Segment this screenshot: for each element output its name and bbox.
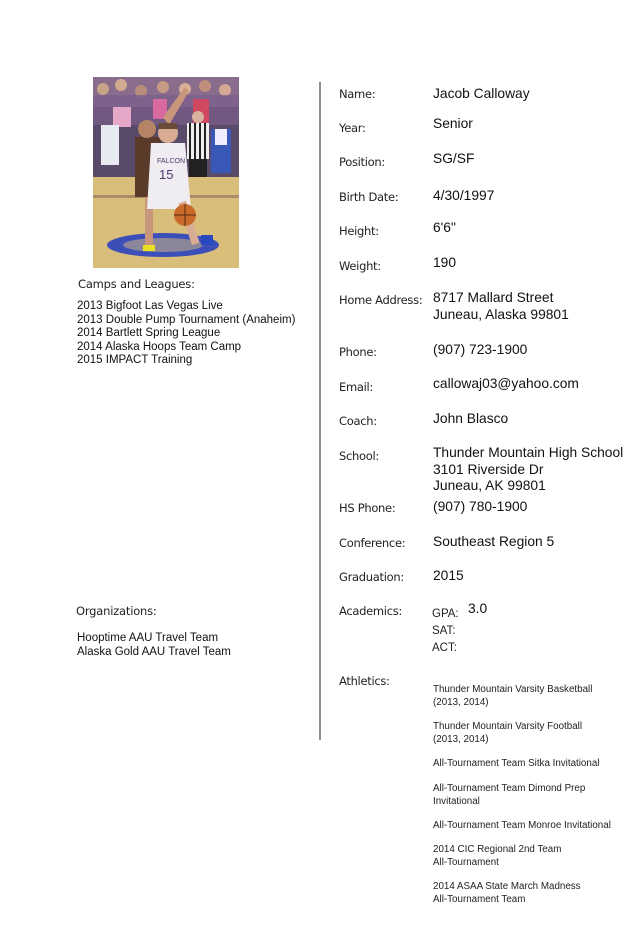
year-label: Year: <box>339 121 366 135</box>
school-line1: Thunder Mountain High School <box>433 445 624 460</box>
birth-date-label: Birth Date: <box>339 190 399 204</box>
hs-phone-value: (907) 780-1900 <box>433 499 528 514</box>
home-address-value <box>433 290 569 323</box>
coach-label: Coach: <box>339 414 377 428</box>
athletics-item: Thunder Mountain Varsity Basketball (2013, 2014) <box>433 684 593 708</box>
email-value[interactable]: callowaj03@yahoo.com <box>433 376 579 391</box>
graduation-label: Graduation: <box>339 570 404 584</box>
phone-label: Phone: <box>339 345 377 359</box>
school-line2: 3101 Riverside Dr <box>433 461 544 477</box>
list-item: Hooptime AAU Travel Team <box>77 632 219 644</box>
year-value: Senior <box>433 116 473 131</box>
svg-text:15: 15 <box>159 167 174 182</box>
weight-label: Weight: <box>339 259 381 273</box>
hs-phone-label: HS Phone: <box>339 501 396 515</box>
list-item: Alaska Gold AAU Travel Team <box>77 645 231 658</box>
athletics-item: Thunder Mountain Varsity Football (2013, 2014) <box>433 721 583 745</box>
height-label: Height: <box>339 224 379 238</box>
position-label: Position: <box>339 155 385 169</box>
academics-block <box>432 601 488 655</box>
email-label: Email: <box>339 380 373 394</box>
player-photo <box>93 77 239 268</box>
list-item: 2015 IMPACT Training <box>77 354 193 367</box>
list-item: 2014 Alaska Hoops Team Camp <box>77 340 242 353</box>
gpa-label: GPA: <box>432 608 459 620</box>
home-address-label: Home Address: <box>339 293 423 307</box>
column-divider <box>319 82 321 740</box>
athletics-item: All-Tournament Team Monroe Invitational <box>433 820 611 831</box>
svg-text:FALCON: FALCON <box>157 158 186 165</box>
school-value <box>433 445 623 495</box>
school-line3: Juneau, AK 99801 <box>433 478 546 493</box>
list-item: 2013 Double Pump Tournament (Anaheim) <box>77 313 296 326</box>
camps-list <box>77 300 295 368</box>
home-address-line2: Juneau, Alaska 99801 <box>433 306 569 322</box>
name-value: Jacob Calloway <box>433 86 530 101</box>
school-label: School: <box>339 449 379 463</box>
camps-heading: Camps and Leagues: <box>78 277 195 291</box>
graduation-value: 2015 <box>433 568 464 583</box>
list-item: 2013 Bigfoot Las Vegas Live <box>77 300 223 312</box>
phone-value: (907) 723-1900 <box>433 342 528 357</box>
athletics-item: 2014 CIC Regional 2nd Team All-Tournament <box>433 844 562 868</box>
act-label: ACT: <box>432 642 457 654</box>
athletics-item: All-Tournament Team Sitka Invitational <box>433 758 600 769</box>
gpa-value: 3.0 <box>468 601 488 616</box>
sat-label: SAT: <box>432 625 456 637</box>
list-item: 2014 Bartlett Spring League <box>77 327 221 340</box>
academics-label: Academics: <box>339 604 402 618</box>
home-address-line1: 8717 Mallard Street <box>433 290 554 305</box>
position-value: SG/SF <box>433 151 475 166</box>
organizations-heading: Organizations: <box>76 604 157 618</box>
athletics-item: All-Tournament Team Dimond Prep Invitational <box>433 783 586 807</box>
organizations-list <box>77 632 231 659</box>
conference-value: Southeast Region 5 <box>433 534 555 549</box>
height-value: 6'6" <box>433 220 456 235</box>
athletics-label: Athletics: <box>339 674 390 688</box>
coach-value: John Blasco <box>433 411 509 426</box>
weight-value: 190 <box>433 255 457 270</box>
birth-date-value: 4/30/1997 <box>433 188 495 203</box>
name-label: Name: <box>339 87 376 101</box>
athletics-item: 2014 ASAA State March Madness All-Tournament Team <box>433 881 581 905</box>
conference-label: Conference: <box>339 536 406 550</box>
